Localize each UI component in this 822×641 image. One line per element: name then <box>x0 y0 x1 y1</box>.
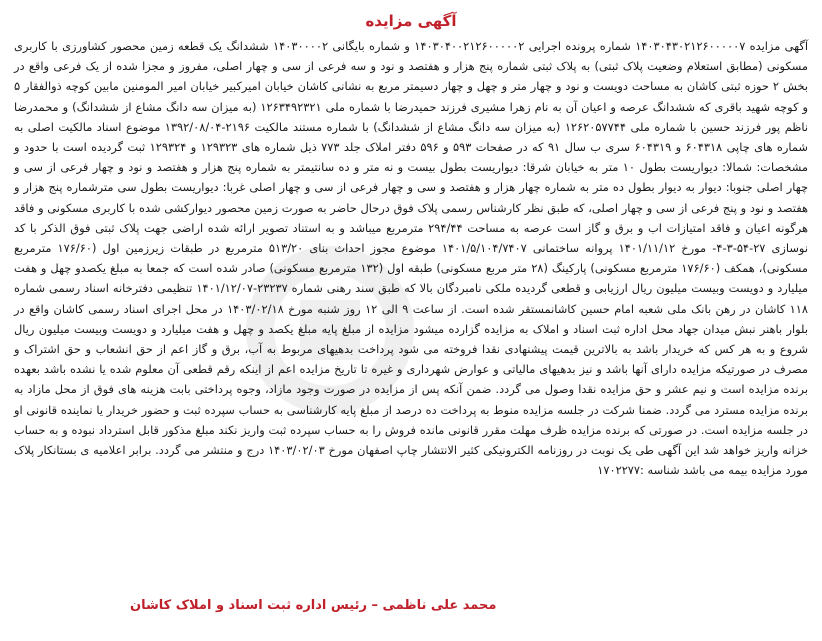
notice-body <box>14 36 808 480</box>
notice-body-paragraph: آگهی مزایده ۱۴۰۳۰۴۳۰۲۱۲۶۰۰۰۰۰۷ شماره پرونده اجرایی ۱۴۰۳۰۴۰۰۲۱۲۶۰۰۰۰۰۲ و شماره بایگانی ۱۴۰۳۰۰۰۰۲ ششدانگ یک قطعه زمین محصور کشاورزی با کاربری مسکونی (مطابق استعلام وضعیت پلاک ثبتی) به پلاک ثبتی شماره پنج هزار و هفتصد و نود و سه فرعی از سی و چهار اصلی، مفروز و مجزا شده از یک فرعی واقع در بخش ۲ حوزه ثبتی کاشان به مساحت دویست و نود و چهار متر و چهل و چهار دسیمتر مربع به نشانی کاشان خیابان امیرکبیر خیابان امیر المومنین مابین کوچه ذوالفقار ۵ و کوچه شهید باقری که ششدانگ عرصه و اعیان آن به نام زهرا مشیری فرزند حمیدرضا با شماره ملی ۱۲۶۳۴۹۲۳۲۱ (به میزان سه دانگ مشاع از ششدانگ) و محمدرضا ناظم پور فرزند حسین با شماره ملی ۱۲۶۲۰۵۷۷۴۴ (به میزان سه دانگ مشاع از ششدانگ) با شماره مستند مالکیت ۲۱۹۶-۱۳۹۲/۰۸/۰۴ موضوع اسناد مالکیت اصلی به شماره های چاپی ۶۰۴۳۱۸ و ۶۰۴۳۱۹ سری ب سال ۹۱ که در صفحات ۵۹۳ و ۵۹۶ دفتر املاک جلد ۷۷۳ ذیل شماره های ۱۲۹۳۲۳ و ۱۲۹۳۲۴ ثبت گردیده است با حدود و مشخصات: شمالا: دیواریست بطول ۱۰ متر به خیابان شرقا: دیواریست بطول بیست و نه متر و ده سانتیمتر به شماره پنج هزار و هفتصد و نود و چهار فرعی از سی و چهار اصلی جنوبا: دیوار به دیوار بطول ده متر به شماره چهار هزار و هفتصد و سی و چهار فرعی از سی و چهار اصلی غربا: دیواریست بطول سی مترشماره پنج هزار و هفتصد و نود و پنج فرعی از سی و چهار اصلی، که طبق نظر کارشناس رسمی پلاک فوق درحال حاضر به صورت زمین محصور دیوارکشی شده با کاربری مسکونی و فاقد هرگونه اعیان و فاقد امتیازات اب و برق و گاز است عرصه به مساحت ۲۹۴/۴۴ مترمربع میباشد و به استناد تصویر ارائه شده اراضی جهت پلاک ثبتی فوق الذکر با کد نوسازی ۲۷-۵۴-۳-۴- مورخ ۱۴۰۱/۱۱/۱۲ پروانه ساختمانی ۱۴۰۱/۵/۱۰۴/۷۴۰۷ موضوع مجوز احداث بنای ۵۱۳/۲۰ مترمربع در طبقات زیرزمین اول (۱۷۶/۶۰ مترمربع مسکونی)، همکف (۱۷۶/۶۰ مترمربع مسکونی) پارکینگ (۲۸ متر مربع مسکونی) طبقه اول (۱۳۲ مترمربع مسکونی) صادر شده است که جمعا به مبلغ یکصدو چهل و هفت میلیارد و دویست وبیست میلیون ریال ارزیابی و قطعی گردیده ملکی نامبردگان بالا که طبق سند رهنی شماره ۲۳۲۳۷-۱۴۰۱/۱۲/۰۷ تنظیمی دفترخانه اسناد رسمی شماره ۱۱۸ کاشان در رهن بانک ملی شعبه امام حسین کاشانمستقر شده است. از ساعت ۹ الی ۱۲ روز شنبه مورخ ۱۴۰۳/۰۲/۱۸ در محل اجرای اسناد رسمی کاشان واقع در بلوار باهنر نبش میدان جهاد محل اداره ثبت اسناد و املاک به مزایده گزارده میشود مزایده از مبلغ پایه مبلغ یکصد و چهل و هفت میلیارد و دویست وبیست میلیون ریال شروع و به هر کس که خریدار باشد به بالاترین قیمت پیشنهادی نقدا فروخته می شود پرداخت بدهیهای مربوط به آب، برق و گاز اعم از حق انشعاب و حق اشتراک و مصرف در صورتیکه مزایده دارای آنها باشد و نیز بدهیهای مالیاتی و عوارض شهرداری و غیره تا تاریخ مزایده اعم از اینکه رقم قطعی آن معلوم شده یا نشده باشد بعهده برنده مزایده است و نیم عشر و حق مزایده نقدا وصول می گردد. ضمن آنکه پس از مزایده در صورت وجود مازاد، وجوه پرداختی بابت هزینه های فوق از محل مازاد به برنده مزایده مسترد می گردد. ضمنا شرکت در جلسه مزایده منوط به پرداخت ده درصد از مبلغ پایه کارشناسی به حساب سپرده ثبت و حضور خریدار یا نماینده قانونی او در جلسه مزایده است. در صورتی که برنده مزایده ظرف مهلت مقرر قانونی مانده فروش را به حساب سپرده ثبت واریز نکند مبلغ مذکور قابل استرداد نبوده و به حساب خزانه واریز خواهد شد این آگهی طی یک نوبت در روزنامه الکترونیکی کثیر الانتشار چاپ اصفهان مورخ ۱۴۰۳/۰۲/۰۳ درج و منتشر می گردد. برابر اعلامیه ی بستانکار پلاک مورد مزایده بیمه می باشد شناسه :۱۷۰۲۲۷۷ <box>14 39 808 478</box>
notice-title: آگهی مزایده <box>365 12 457 30</box>
notice-signature: محمد علی ناظمی – رئیس اداره ثبت اسناد و املاک کاشان <box>130 598 497 613</box>
